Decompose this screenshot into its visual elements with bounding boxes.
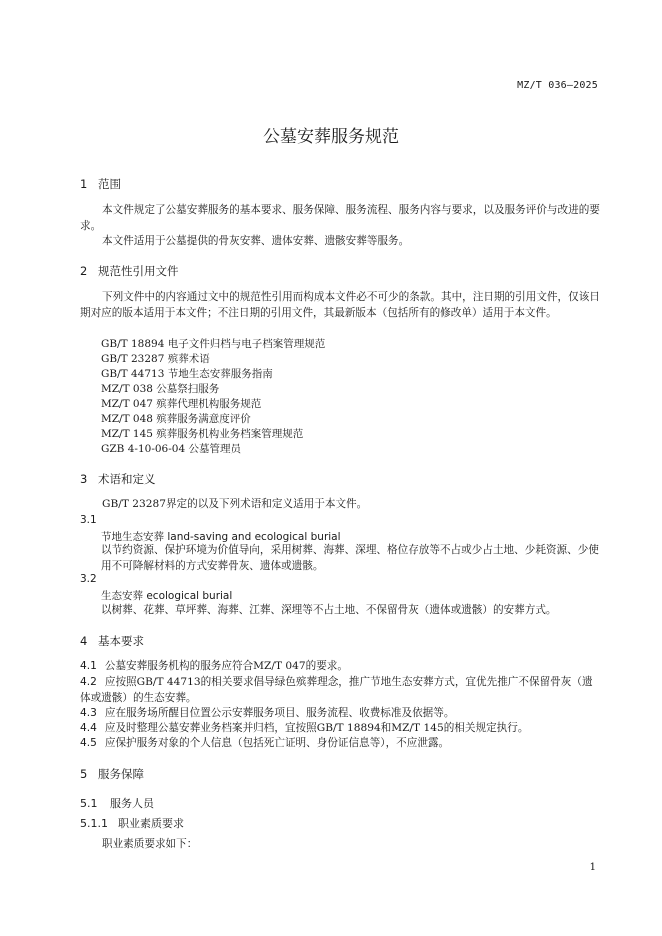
clause-text: 应保护服务对象的个人信息（包括死亡证明、身份证信息等），不应泄露。 xyxy=(104,737,450,749)
reference-item: MZ/T 047 殡葬代理机构服务规范 xyxy=(101,398,262,410)
term-number: 3.1 xyxy=(80,514,97,526)
clause-number: 4.2 xyxy=(80,676,97,688)
subsubsection-heading-professional-quality xyxy=(80,815,184,831)
section-title: 服务保障 xyxy=(98,767,144,781)
subsection-number: 5.1 xyxy=(80,797,98,810)
term-name: 节地生态安葬 land-saving and ecological burial xyxy=(101,531,341,543)
reference-item: GB/T 18894 电子文件归档与电子档案管理规范 xyxy=(101,338,326,350)
document-number: MZ/T 036—2025 xyxy=(517,80,598,91)
clause-text: 应及时整理公墓安葬业务档案并归档，宜按照GB/T 18894和MZ/T 145的相关规定执行。 xyxy=(104,722,529,734)
reference-item: GB/T 23287 殡葬术语 xyxy=(101,353,210,365)
clause-number: 4.1 xyxy=(80,660,97,672)
section-title: 范围 xyxy=(98,177,121,191)
clause-text: 应按照GB/T 44713的相关要求倡导绿色殡葬理念，推广节地生态安葬方式，宜优先推广不保留骨灰（遗体或遗骸）的生态安葬。 xyxy=(80,676,593,704)
subsection-heading-service-staff xyxy=(80,795,154,811)
section-heading-scope xyxy=(80,176,121,192)
term-number: 3.2 xyxy=(80,573,97,585)
clause-text: 应在服务场所醒目位置公示安葬服务项目、服务流程、收费标准及依据等。 xyxy=(104,707,455,719)
term-definition: 以树葬、花葬、草坪葬、海葬、江葬、深埋等不占土地、不保留骨灰（遗体或遗骸）的安葬方式。 xyxy=(101,604,557,616)
section-title: 规范性引用文件 xyxy=(98,264,179,278)
section-number: 3 xyxy=(80,472,88,486)
clause-text: 公墓安葬服务机构的服务应符合MZ/T 047的要求。 xyxy=(104,660,348,672)
clause-item xyxy=(80,659,600,675)
section-heading-normative-references xyxy=(80,263,179,279)
section-heading-basic-requirements xyxy=(80,633,144,649)
paragraph: 本文件规定了公墓安葬服务的基本要求、服务保障、服务流程、服务内容与要求，以及服务评价与改进的要求。 xyxy=(80,204,600,232)
reference-item: MZ/T 038 公墓祭扫服务 xyxy=(101,383,220,395)
reference-item: MZ/T 048 殡葬服务满意度评价 xyxy=(101,413,251,425)
section-heading-terms-definitions xyxy=(80,471,156,487)
paragraph: 下列文件中的内容通过文中的规范性引用而构成本文件必不可少的条款。其中，注日期的引用文件，仅该日期对应的版本适用于本文件；不注日期的引用文件，其最新版本（包括所有的修改单）适用于本文件。 xyxy=(80,291,600,319)
clause-number: 4.4 xyxy=(80,722,97,734)
clause-item xyxy=(80,706,600,722)
term-definition: 以节约资源、保护环境为价值导向，采用树葬、海葬、深埋、格位存放等不占或少占土地、少耗资源、少使用不可降解材料的方式安葬骨灰、遗体或遗骸。 xyxy=(101,544,599,572)
subsection-title: 服务人员 xyxy=(110,797,154,810)
term-name: 生态安葬 ecological burial xyxy=(101,590,233,602)
paragraph: GB/T 23287界定的以及下列术语和定义适用于本文件。 xyxy=(102,498,368,510)
clause-number: 4.3 xyxy=(80,707,97,719)
paragraph: 本文件适用于公墓提供的骨灰安葬、遗体安葬、遗骸安葬等服务。 xyxy=(102,235,410,247)
section-number: 4 xyxy=(80,634,88,648)
page-number: 1 xyxy=(589,862,596,873)
reference-item: GB/T 44713 节地生态安葬服务指南 xyxy=(101,368,273,380)
reference-item: GZB 4-10-06-04 公墓管理员 xyxy=(101,443,241,455)
clause-item xyxy=(80,675,600,706)
clause-number: 4.5 xyxy=(80,737,97,749)
clause-item xyxy=(80,721,600,737)
reference-item: MZ/T 145 殡葬服务机构业务档案管理规范 xyxy=(101,428,304,440)
section-number: 5 xyxy=(80,767,88,781)
subsubsection-title: 职业素质要求 xyxy=(118,817,184,830)
section-number: 1 xyxy=(80,177,88,191)
clause-item xyxy=(80,736,600,752)
subsubsection-number: 5.1.1 xyxy=(80,817,108,830)
section-heading-service-guarantee xyxy=(80,766,144,782)
section-number: 2 xyxy=(80,264,88,278)
section-title: 术语和定义 xyxy=(98,472,156,486)
document-title: 公墓安葬服务规范 xyxy=(263,127,399,147)
paragraph: 职业素质要求如下： xyxy=(102,838,198,850)
section-title: 基本要求 xyxy=(98,634,144,648)
